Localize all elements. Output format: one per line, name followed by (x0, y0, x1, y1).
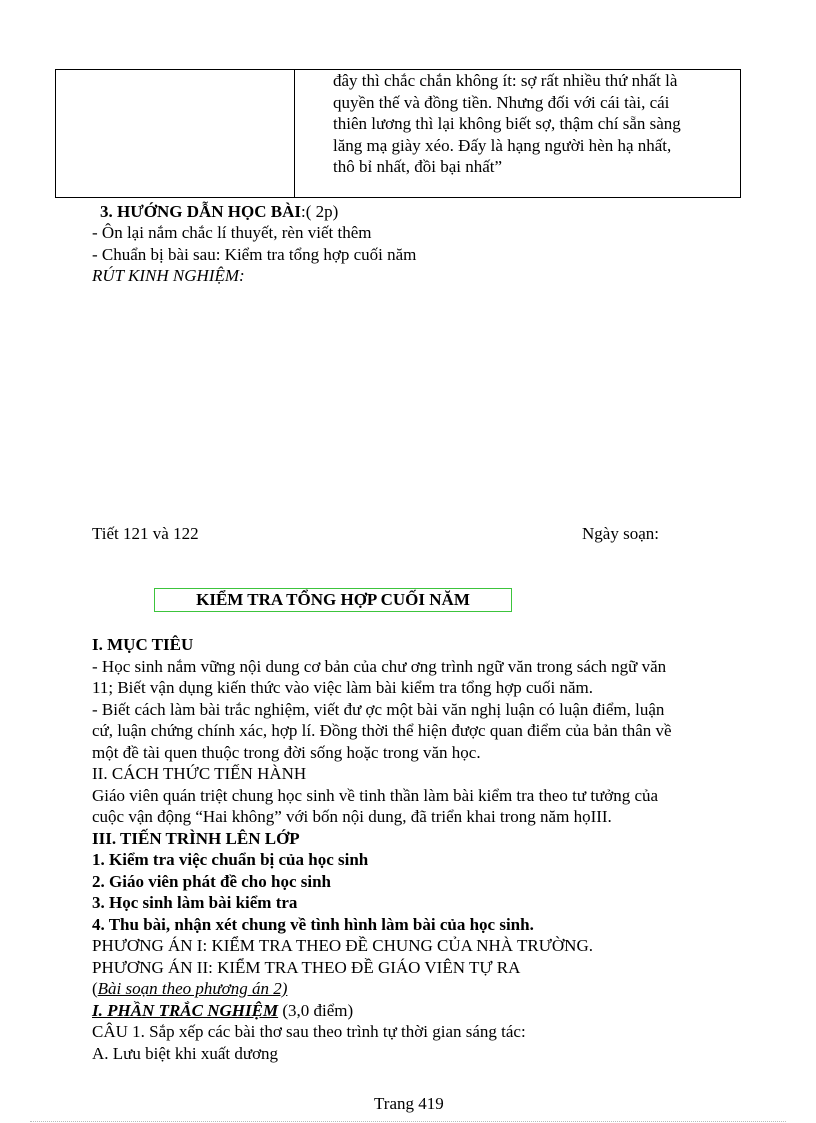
step-item: 4. Thu bài, nhận xét chung về tình hình làm bài của học sinh. (92, 915, 534, 934)
footer-divider (30, 1121, 786, 1122)
step-item: 2. Giáo viên phát đề cho học sinh (92, 872, 331, 891)
table-line: lăng mạ giày xéo. Đấy là hạng người hèn hạ nhất, (333, 135, 672, 155)
section-heading: I. MỤC TIÊU (92, 635, 194, 654)
paragraph-line: - Học sinh nắm vững nội dung cơ bản của chư ơng trình ngữ văn trong sách ngữ văn (92, 657, 667, 676)
guide-heading: 3. HƯỚNG DẪN HỌC BÀI:( 2p) (100, 202, 339, 221)
plan-line: PHƯƠNG ÁN II: KIỂM TRA THEO ĐỀ GIÁO VIÊN TỰ RA (92, 958, 521, 977)
experience-label: RÚT KINH NGHIỆM: (92, 266, 245, 285)
guide-item: - Ôn lại nắm chắc lí thuyết, rèn viết thêm (92, 223, 372, 242)
table-line: quyền thế và đồng tiền. Nhưng đối với cái tài, cái (333, 92, 670, 112)
content-table (55, 69, 741, 198)
guide-item: - Chuẩn bị bài sau: Kiểm tra tổng hợp cuối năm (92, 245, 417, 264)
question-text: CÂU 1. Sắp xếp các bài thơ sau theo trình tự thời gian sáng tác: (92, 1022, 526, 1041)
table-line: thiên lương thì lại không biết sợ, thậm chí sẵn sàng (333, 114, 681, 133)
plan-note: (Bài soạn theo phương án 2) (92, 979, 288, 998)
paragraph-line: cuộc vận động “Hai không” với bốn nội dung, đã triển khai trong năm họIII. (92, 807, 612, 826)
paragraph-line: Giáo viên quán triệt chung học sinh về tinh thần làm bài kiểm tra theo tư tưởng của (92, 786, 659, 805)
paragraph-line: - Biết cách làm bài trắc nghiệm, viết đư ợc một bài văn nghị luận có luận điểm, luận (92, 700, 665, 719)
answer-option: A. Lưu biệt khi xuất dương (92, 1044, 279, 1063)
table-cell-text (333, 70, 733, 178)
lesson-number: Tiết 121 và 122 (92, 524, 199, 543)
date-label: Ngày soạn: (582, 524, 659, 543)
paragraph-line: cứ, luận chứng chính xác, hợp lí. Đồng thời thể hiện được quan điểm của bản thân về (92, 721, 672, 740)
step-item: 3. Học sinh làm bài kiểm tra (92, 893, 298, 912)
paragraph-line: 11; Biết vận dụng kiến thức vào việc làm bài kiểm tra tổng hợp cuối năm. (92, 678, 594, 697)
part-heading: I. PHẦN TRẮC NGHIỆM (3,0 điểm) (92, 1001, 354, 1020)
page-title: KIỂM TRA TỔNG HỢP CUỐI NĂM (154, 588, 512, 612)
page-number: Trang 419 (374, 1094, 444, 1113)
plan-line: PHƯƠNG ÁN I: KIỂM TRA THEO ĐỀ CHUNG CỦA NHÀ TRƯỜNG. (92, 936, 593, 955)
table-line: thô bỉ nhất, đồi bại nhất” (333, 157, 503, 176)
paragraph-line: một đề tài quen thuộc trong đời sống hoặc trong văn học. (92, 743, 481, 762)
table-line: đây thì chắc chắn không ít: sợ rất nhiều thứ nhất là (333, 71, 678, 90)
step-item: 1. Kiểm tra việc chuẩn bị của học sinh (92, 850, 369, 869)
section-heading: II. CÁCH THỨC TIẾN HÀNH (92, 764, 307, 783)
section-heading: III. TIẾN TRÌNH LÊN LỚP (92, 829, 300, 848)
table-divider (294, 70, 295, 197)
